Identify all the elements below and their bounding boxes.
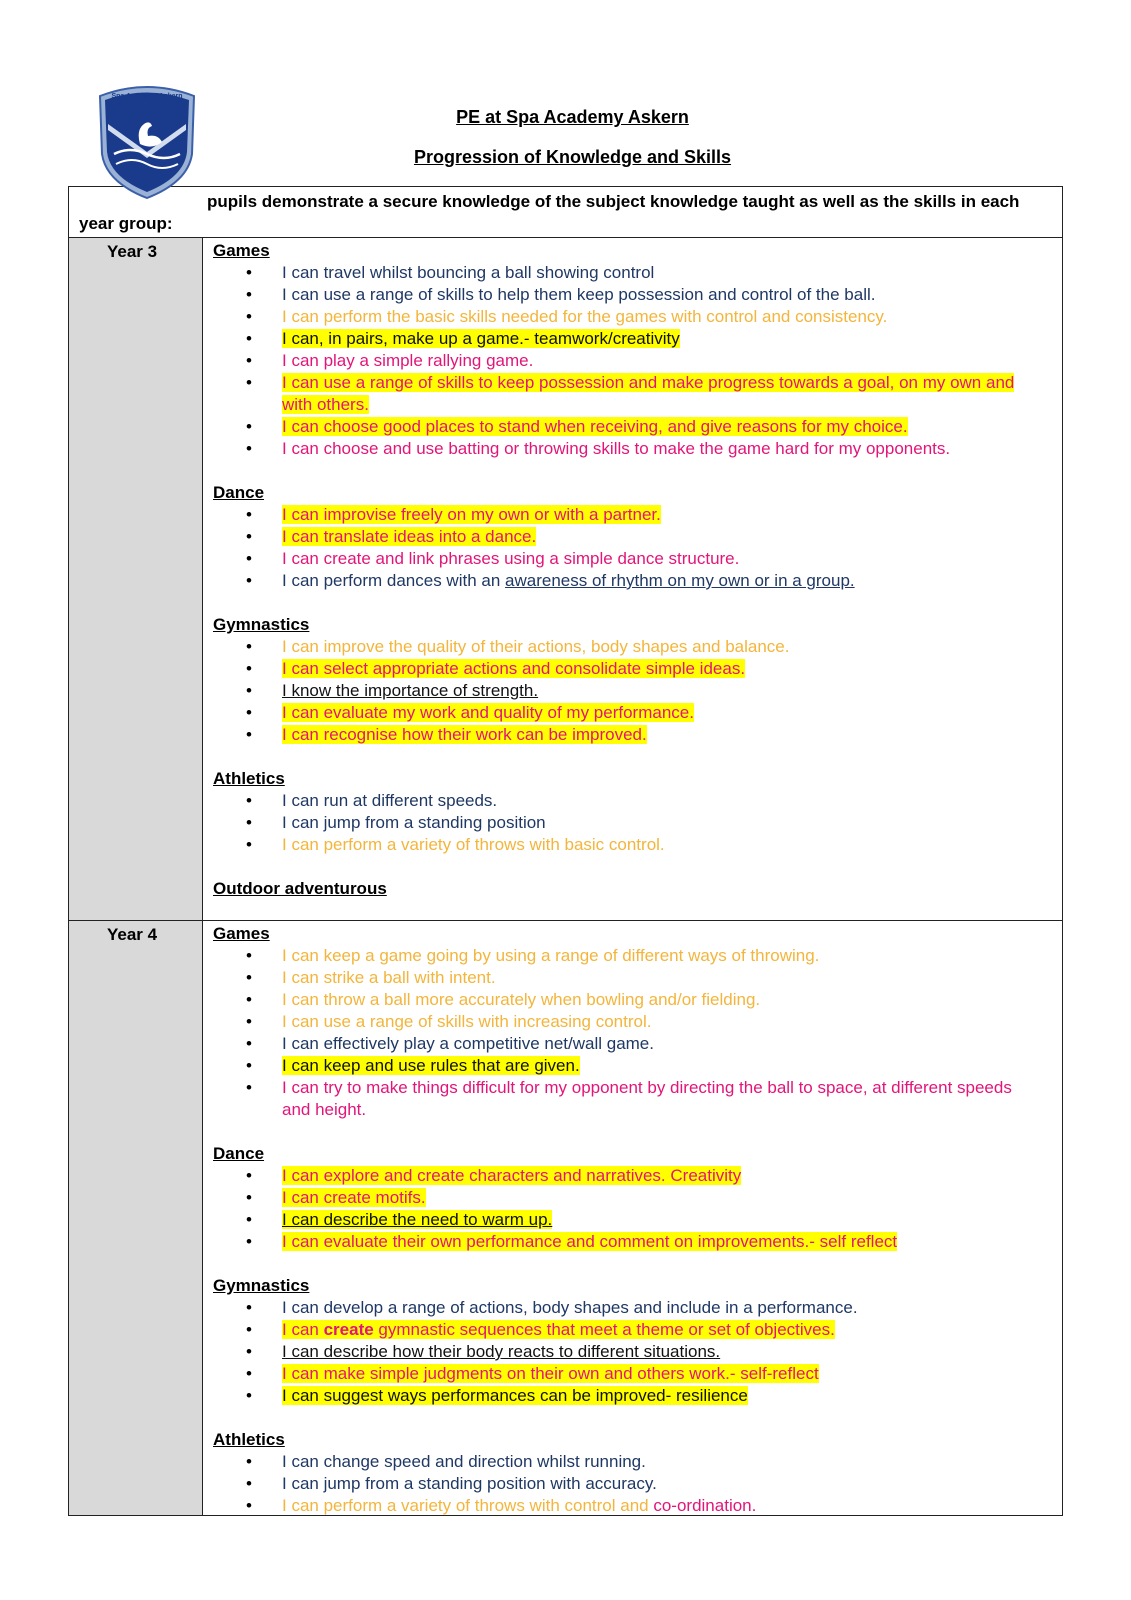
skill-text: I can travel whilst bouncing a ball showing control <box>282 263 655 282</box>
skill-item <box>213 1187 1042 1209</box>
section-games <box>213 923 1042 1121</box>
skill-text: I can use a range of skills to keep possession and make progress towards a goal, on my own and with others. <box>282 373 1015 414</box>
year-cell <box>69 921 203 1515</box>
skill-item <box>213 967 1042 989</box>
section-dance <box>213 482 1042 592</box>
skill-text: I can create gymnastic sequences that meet a theme or set of objectives. <box>282 1320 835 1339</box>
skill-text: I can perform dances with an <box>282 571 501 590</box>
skill-item <box>213 1209 1042 1231</box>
skill-item <box>213 504 1042 526</box>
skill-text: I can create and link phrases using a simple dance structure. <box>282 549 740 568</box>
skill-text: I can strike a ball with intent. <box>282 968 496 987</box>
skill-item <box>213 1011 1042 1033</box>
skill-text: I can run at different speeds. <box>282 791 498 810</box>
section-athletics <box>213 1429 1042 1517</box>
skill-text: I can perform a variety of throws with control and <box>282 1496 649 1515</box>
skill-item <box>213 1363 1042 1385</box>
year-content <box>213 923 1042 1539</box>
skill-item <box>213 1033 1042 1055</box>
skill-text: I can explore and create characters and narratives. Creativity <box>282 1166 742 1185</box>
skill-item <box>213 284 1042 306</box>
skill-text: I can keep and use rules that are given. <box>282 1056 580 1075</box>
skill-text: I can perform the basic skills needed for the games with control and consistency. <box>282 307 888 326</box>
skill-list <box>213 1165 1042 1253</box>
year-row-3 <box>68 238 1063 921</box>
section-heading: Gymnastics <box>213 1276 310 1295</box>
skill-item <box>213 1473 1042 1495</box>
section-dance <box>213 1143 1042 1253</box>
intro-text <box>79 191 1050 235</box>
skill-list <box>213 1451 1042 1517</box>
skill-text: I can improve the quality of their actions, body shapes and balance. <box>282 637 790 656</box>
skill-text: I can choose good places to stand when receiving, and give reasons for my choice. <box>282 417 908 436</box>
section-outdoor-adventurous <box>213 878 1042 900</box>
logo-text: Spa Academy Askern <box>111 93 183 100</box>
skill-item <box>213 1319 1042 1341</box>
skill-text: I can recognise how their work can be improved. <box>282 725 647 744</box>
skill-text: I can effectively play a competitive net/wall game. <box>282 1034 654 1053</box>
year-row-4 <box>68 920 1063 1516</box>
skill-item <box>213 416 1042 438</box>
skill-text-pink: co-ordination. <box>653 1496 757 1515</box>
skill-list <box>213 1297 1042 1407</box>
section-heading: Outdoor adventurous <box>213 879 387 898</box>
skill-item <box>213 1495 1042 1517</box>
skill-item <box>213 1055 1042 1077</box>
section-heading: Gymnastics <box>213 615 310 634</box>
skill-item <box>213 1297 1042 1319</box>
intro-box <box>68 186 1063 238</box>
skill-list <box>213 945 1042 1121</box>
skill-text: I can use a range of skills with increasing control. <box>282 1012 652 1031</box>
section-athletics <box>213 768 1042 856</box>
year-label: Year 3 <box>107 242 158 261</box>
skill-item <box>213 1451 1042 1473</box>
skill-text: I can change speed and direction whilst running. <box>282 1452 646 1471</box>
skill-list <box>213 790 1042 856</box>
skill-text: I can evaluate their own performance and comment on improvements.- self reflect <box>282 1232 898 1251</box>
skill-text: I can select appropriate actions and consolidate simple ideas. <box>282 659 746 678</box>
year-label: Year 4 <box>107 925 158 944</box>
skill-item <box>213 658 1042 680</box>
skill-item <box>213 1231 1042 1253</box>
skill-text: I can develop a range of actions, body shapes and include in a performance. <box>282 1298 858 1317</box>
skill-item <box>213 438 1042 460</box>
skill-text: I can suggest ways performances can be improved- resilience <box>282 1386 748 1405</box>
section-games <box>213 240 1042 460</box>
skill-item <box>213 1165 1042 1187</box>
skill-item <box>213 834 1042 856</box>
skill-text: I can use a range of skills to help them keep possession and control of the ball. <box>282 285 876 304</box>
skill-text: I can improvise freely on my own or with a partner. <box>282 505 661 524</box>
skill-item <box>213 372 1042 416</box>
skill-text: I can translate ideas into a dance. <box>282 527 537 546</box>
skill-item <box>213 570 1042 592</box>
skill-text: I can perform a variety of throws with basic control. <box>282 835 665 854</box>
skill-text: I can make simple judgments on their own and others work.- self-reflect <box>282 1364 819 1383</box>
skill-item <box>213 548 1042 570</box>
section-heading: Dance <box>213 483 265 502</box>
skill-text: I can create motifs. <box>282 1188 426 1207</box>
section-gymnastics <box>213 1275 1042 1407</box>
skill-list <box>213 636 1042 746</box>
skill-text-underlined: awareness of rhythm on my own or in a group. <box>505 571 855 590</box>
skill-item <box>213 680 1042 702</box>
skill-list <box>213 504 1042 592</box>
skill-item <box>213 306 1042 328</box>
skill-item <box>213 262 1042 284</box>
section-heading: Athletics <box>213 1430 285 1449</box>
skill-text: I can describe how their body reacts to different situations. <box>282 1342 721 1361</box>
year-content <box>213 240 1042 922</box>
section-heading: Athletics <box>213 769 285 788</box>
skill-item <box>213 1077 1042 1121</box>
page-subtitle: Progression of Knowledge and Skills <box>413 147 732 167</box>
skill-item <box>213 812 1042 834</box>
skill-text: I can, in pairs, make up a game.- teamwork/creativity <box>282 329 680 348</box>
skill-item <box>213 350 1042 372</box>
skill-text: I know the importance of strength. <box>282 681 539 700</box>
intro-sentence: pupils demonstrate a secure knowledge of the subject knowledge taught as well as the skills in each year group: <box>79 192 1020 233</box>
year-cell <box>69 238 203 920</box>
skill-item <box>213 945 1042 967</box>
section-heading: Dance <box>213 1144 265 1163</box>
skill-text: I can describe the need to warm up. <box>282 1210 553 1229</box>
section-heading: Games <box>213 924 270 943</box>
section-heading: Games <box>213 241 270 260</box>
skill-text: I can jump from a standing position with accuracy. <box>282 1474 657 1493</box>
skill-text: I can play a simple rallying game. <box>282 351 534 370</box>
skill-text: I can jump from a standing position <box>282 813 546 832</box>
skill-text: I can try to make things difficult for my opponent by directing the ball to space, at different speeds and height. <box>282 1078 1012 1119</box>
skill-item <box>213 702 1042 724</box>
school-crest-logo <box>96 84 198 200</box>
skill-item <box>213 1341 1042 1363</box>
skill-item <box>213 724 1042 746</box>
skill-item <box>213 1385 1042 1407</box>
skill-item <box>213 790 1042 812</box>
skill-item <box>213 328 1042 350</box>
skill-text: I can evaluate my work and quality of my performance. <box>282 703 694 722</box>
skill-item <box>213 989 1042 1011</box>
page-title: PE at Spa Academy Askern <box>456 107 689 127</box>
section-gymnastics <box>213 614 1042 746</box>
skill-text: I can keep a game going by using a range of different ways of throwing. <box>282 946 820 965</box>
skill-text: I can choose and use batting or throwing skills to make the game hard for my opponents. <box>282 439 951 458</box>
skill-item <box>213 636 1042 658</box>
skill-text: I can throw a ball more accurately when bowling and/or fielding. <box>282 990 761 1009</box>
skill-list <box>213 262 1042 460</box>
skill-item <box>213 526 1042 548</box>
